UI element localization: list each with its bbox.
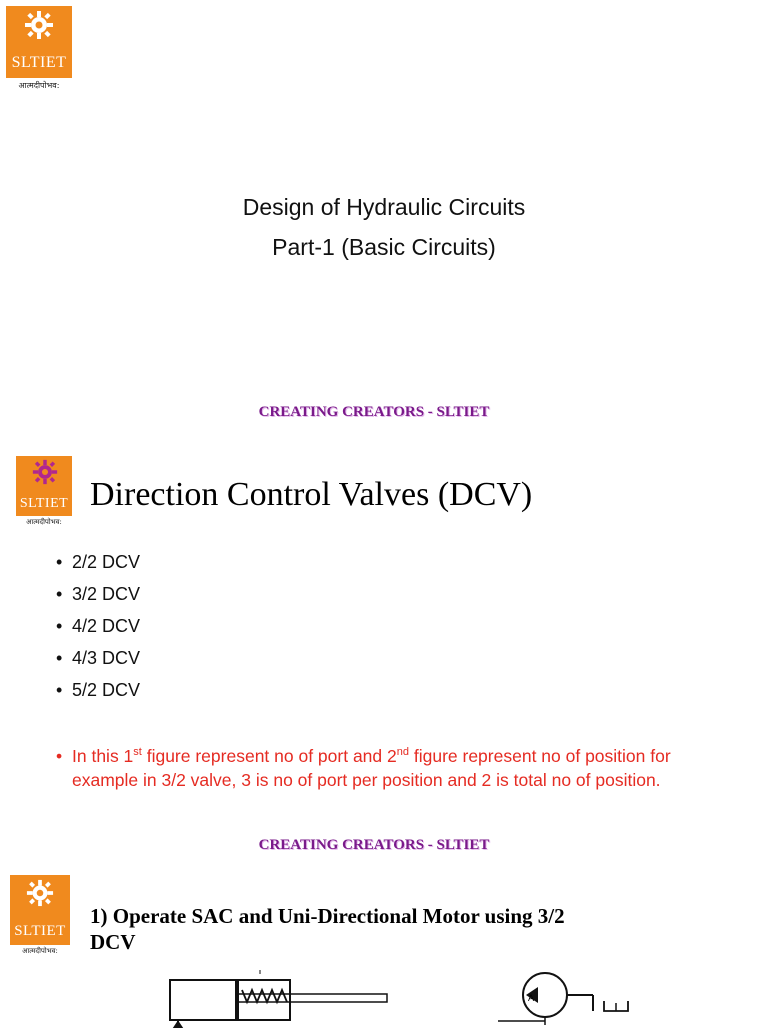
sltiet-logo [10,875,70,956]
title-slide [0,0,768,440]
single-acting-cylinder-diagram [150,968,410,1028]
gear-icon [24,10,54,40]
slide-heading-line-1: 1) Operate SAC and Uni-Directional Motor using 3/2 [90,904,565,928]
logo-text: SLTIET [19,496,69,511]
list-item: • 2/2 DCV [56,546,140,578]
uni-directional-motor-diagram [490,965,650,1025]
slide-title-line-1: Design of Hydraulic Circuits [242,194,526,220]
slide-footer: CREATING CREATORS - SLTIET [258,837,490,853]
gear-icon [26,879,54,907]
sltiet-logo [16,456,72,527]
slide-heading-line-2: DCV [90,930,136,954]
list-item: • 4/3 DCV [56,642,140,674]
gear-icon [32,459,58,485]
dcv-slide [0,440,768,865]
slide-title-line-2: Part-1 (Basic Circuits) [272,234,496,260]
circuit-slide [0,865,768,1024]
port-label: A [528,993,535,1003]
slide-footer: CREATING CREATORS - SLTIET [258,404,490,420]
list-item: • 5/2 DCV [56,674,140,706]
logo-tagline: आत्मदीपोभव: [22,947,58,955]
list-item: • 3/2 DCV [56,578,140,610]
logo-tagline: आत्मदीपोभव: [18,81,60,90]
slide-heading: Direction Control Valves (DCV) [90,476,533,513]
logo-text: SLTIET [14,923,66,939]
logo-text: SLTIET [11,54,67,71]
slide-heading [90,903,565,955]
sltiet-logo [6,6,72,91]
list-item: • 4/2 DCV [56,610,140,642]
logo-tagline: आत्मदीपोभव: [26,518,62,526]
dcv-list [56,546,140,706]
dcv-explanation: • In this 1st figure represent no of port and 2nd figure represent no of position for example in 3/2 valve, 3 is no of port per position and 2 is total no of position. [56,744,732,792]
